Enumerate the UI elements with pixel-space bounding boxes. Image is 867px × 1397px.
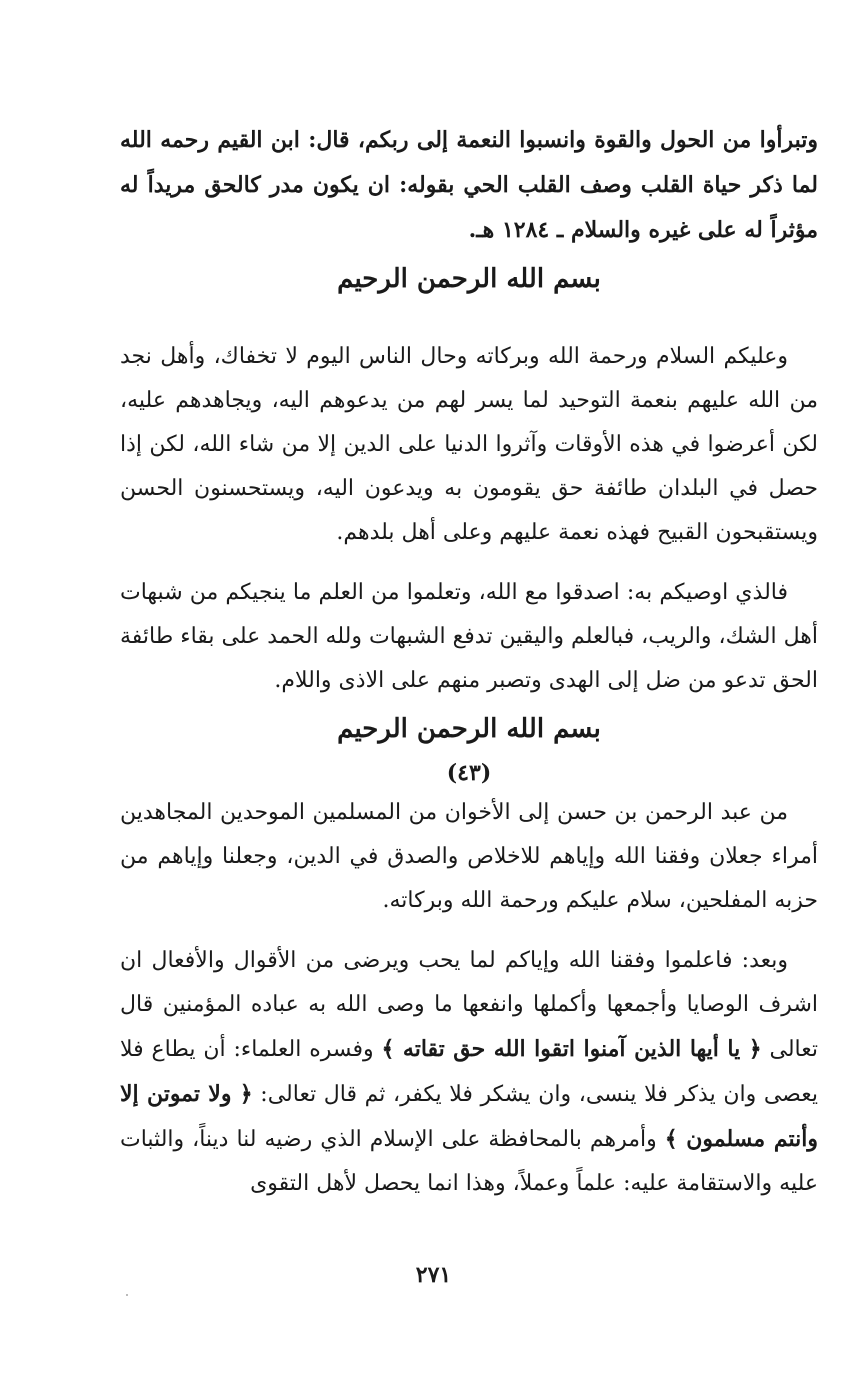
letter-number: (٤٣)	[446, 760, 492, 786]
body-text-b: وفسره العلماء: أن يطاع فلا يعصى وان يذكر فلا ينسى، وان يشكر فلا يكفر، ثم قال تعالى:	[120, 1037, 819, 1107]
opening-paragraph: وتبرأوا من الحول والقوة وانسبوا النعمة إلى ربكم، قال: ابن القيم رحمه الله لما ذكر حياة القلب وصف القلب الحي بقوله: ان يكون مدر كالحق مريداً له مؤثراً له على غيره والسلام ـ ١٢٨٤ هـ.	[120, 127, 818, 243]
page-body	[120, 118, 818, 1206]
basmala-heading: بسم الله الرحمن الرحيم	[337, 264, 601, 294]
body-text-a: وبعد: فاعلموا وفقنا الله وإياكم لما يحب ويرضى من الأقوال والأفعال ان اشرف الوصايا وأجمعها وأكملها وانفعها ما وصى الله به عباده المؤمنين قال تعالى	[120, 948, 818, 1062]
letter-salutation-paragraph: من عبد الرحمن بن حسن إلى الأخوان من المسلمين الموحدين المجاهدين أمراء جعلان وفقنا الله وإياهم للاخلاص والصدق في الدين، وجعلنا وإياهم من حزبه المفلحين، سلام عليكم ورحمة الله وبركاته.	[120, 800, 818, 913]
letter-body-paragraph	[120, 939, 818, 1206]
scan-speck	[126, 1294, 128, 1296]
reply-paragraph: وعليكم السلام ورحمة الله وبركاته وحال الناس اليوم لا تخفاك، وأهل نجد من الله عليهم بنعمة التوحيد لما يسر لهم من يدعوهم اليه، ويجاهدهم عليه، لكن أعرضوا في هذه الأوقات وآثروا الدنيا على الدين إلا من شاء الله، لكن إذا حصل في البلدان طائفة حق يقومون به ويدعون اليه، ويستحسنون الحسن ويستقبحون القبيح فهذه نعمة عليهم وعلى أهل بلدهم.	[120, 344, 818, 545]
quran-verse-1: ﴿ يا أيها الذين آمنوا اتقوا الله حق تقاته ﴾	[381, 1036, 762, 1062]
basmala-heading-2: بسم الله الرحمن الرحيم	[337, 714, 601, 744]
page-number: ٢٧١	[415, 1262, 452, 1288]
advice-paragraph: فالذي اوصيكم به: اصدقوا مع الله، وتعلموا من العلم ما ينجيكم من شبهات أهل الشك، والريب، فبالعلم واليقين تدفع الشبهات ولله الحمد على بقاء طائفة الحق تدعو من ضل إلى الهدى وتصبر منهم على الاذى واللام.	[119, 580, 818, 693]
quran-verse-2: ﴿ ولا تموتن إلا وأنتم مسلمون ﴾	[120, 1081, 818, 1152]
body-text-c: وأمرهم بالمحافظة على الإسلام الذي رضيه لنا ديناً، والثبات عليه والاستقامة عليه: علماً وعملاً، وهذا انما يحصل لأهل التقوى	[120, 1127, 818, 1196]
